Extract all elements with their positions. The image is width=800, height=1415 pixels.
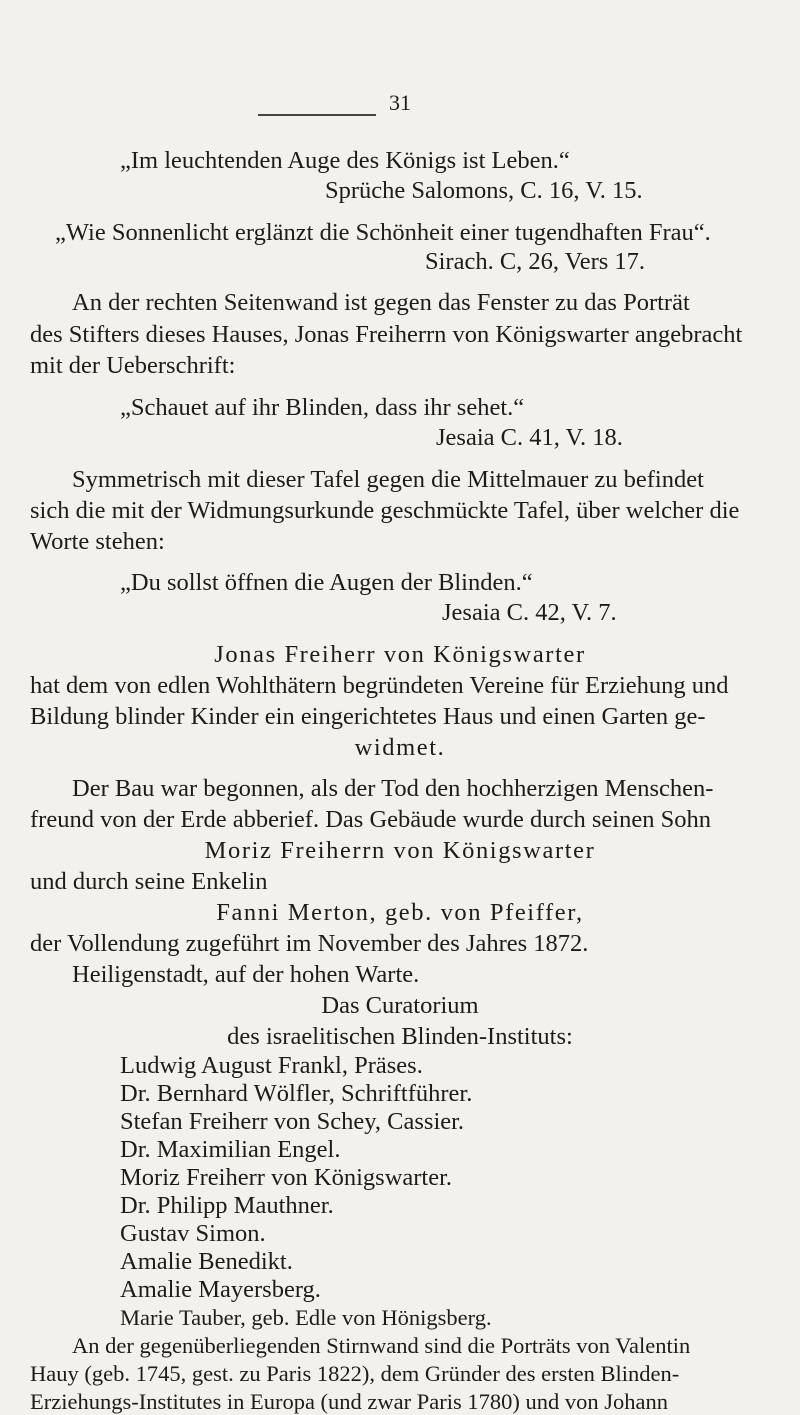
- paragraph-line: hat dem von edlen Wohlthätern begründeten Vereine für Erziehung und: [30, 672, 729, 699]
- curatorium-member: Dr. Philipp Mauthner.: [120, 1192, 334, 1219]
- place-line: Heiligenstadt, auf der hohen Warte.: [72, 961, 420, 988]
- inscription-quote-1: „Schauet auf ihr Blinden, dass ihr sehet.“: [120, 394, 525, 421]
- paragraph-line: Symmetrisch mit dieser Tafel gegen die Mittelmauer zu befindet: [72, 466, 704, 493]
- paragraph-line: Bildung blinder Kinder ein eingerichtetes Haus und einen Garten ge-: [30, 703, 706, 730]
- paragraph-line: mit der Ueberschrift:: [30, 352, 236, 379]
- paragraph-line: und durch seine Enkelin: [30, 868, 268, 895]
- inscription-quote-2: „Du sollst öffnen die Augen der Blinden.“: [120, 569, 533, 596]
- dedication-name-founder: Jonas Freiherr von Königswarter: [214, 641, 586, 668]
- epigraph-quote-2: „Wie Sonnenlicht erglänzt die Schönheit einer tugendhaften Frau“.: [55, 219, 711, 246]
- paragraph-line: An der rechten Seitenwand ist gegen das Fenster zu das Porträt: [72, 289, 690, 316]
- paragraph-line: sich die mit der Widmungsurkunde geschmückte Tafel, über welcher die: [30, 497, 740, 524]
- curatorium-member: Dr. Maximilian Engel.: [120, 1136, 341, 1163]
- inscription-source-2: Jesaia C. 42, V. 7.: [442, 599, 617, 626]
- page-number-rule: [258, 114, 376, 116]
- curatorium-member: Amalie Benedikt.: [120, 1248, 293, 1275]
- paragraph-line: Hauy (geb. 1745, gest. zu Paris 1822), dem Gründer des ersten Blinden-: [30, 1361, 680, 1386]
- paragraph-line: freund von der Erde abberief. Das Gebäude wurde durch seinen Sohn: [30, 806, 711, 833]
- page-number: 31: [389, 90, 411, 115]
- inscription-source-1: Jesaia C. 41, V. 18.: [436, 424, 623, 451]
- epigraph-source-1: Sprüche Salomons, C. 16, V. 15.: [325, 177, 643, 204]
- curatorium-member: Gustav Simon.: [120, 1220, 266, 1247]
- curatorium-member: Stefan Freiherr von Schey, Cassier.: [120, 1108, 465, 1135]
- epigraph-quote-1: „Im leuchtenden Auge des Königs ist Leben.“: [120, 147, 570, 174]
- paragraph-line: Worte stehen:: [30, 528, 165, 555]
- paragraph-line: des Stifters dieses Hauses, Jonas Freiherrn von Königswarter angebracht: [30, 321, 743, 348]
- curatorium-member: Amalie Mayersberg.: [120, 1276, 321, 1303]
- paragraph-line: Der Bau war begonnen, als der Tod den hochherzigen Menschen-: [72, 775, 714, 802]
- epigraph-source-2: Sirach. C, 26, Vers 17.: [425, 248, 646, 275]
- curatorium-member: Moriz Freiherr von Königswarter.: [120, 1164, 453, 1191]
- dedication-name-son: Moriz Freiherrn von Königswarter: [204, 837, 596, 864]
- curatorium-member: Ludwig August Frankl, Präses.: [120, 1052, 423, 1079]
- paragraph-line: An der gegenüberliegenden Stirnwand sind die Porträts von Valentin: [72, 1333, 691, 1358]
- paragraph-line: Erziehungs-Institutes in Europa (und zwar Paris 1780) und von Johann: [30, 1389, 668, 1414]
- curatorium-heading: Das Curatorium: [321, 992, 479, 1019]
- curatorium-member: Dr. Bernhard Wölfler, Schriftführer.: [120, 1080, 473, 1107]
- paragraph-line: der Vollendung zugeführt im November des Jahres 1872.: [30, 930, 589, 957]
- paragraph-line: widmet.: [354, 734, 446, 761]
- curatorium-subheading: des israelitischen Blinden-Instituts:: [227, 1023, 573, 1050]
- dedication-name-granddaughter: Fanni Merton, geb. von Pfeiffer,: [216, 899, 584, 926]
- curatorium-member: Marie Tauber, geb. Edle von Hönigsberg.: [120, 1305, 492, 1330]
